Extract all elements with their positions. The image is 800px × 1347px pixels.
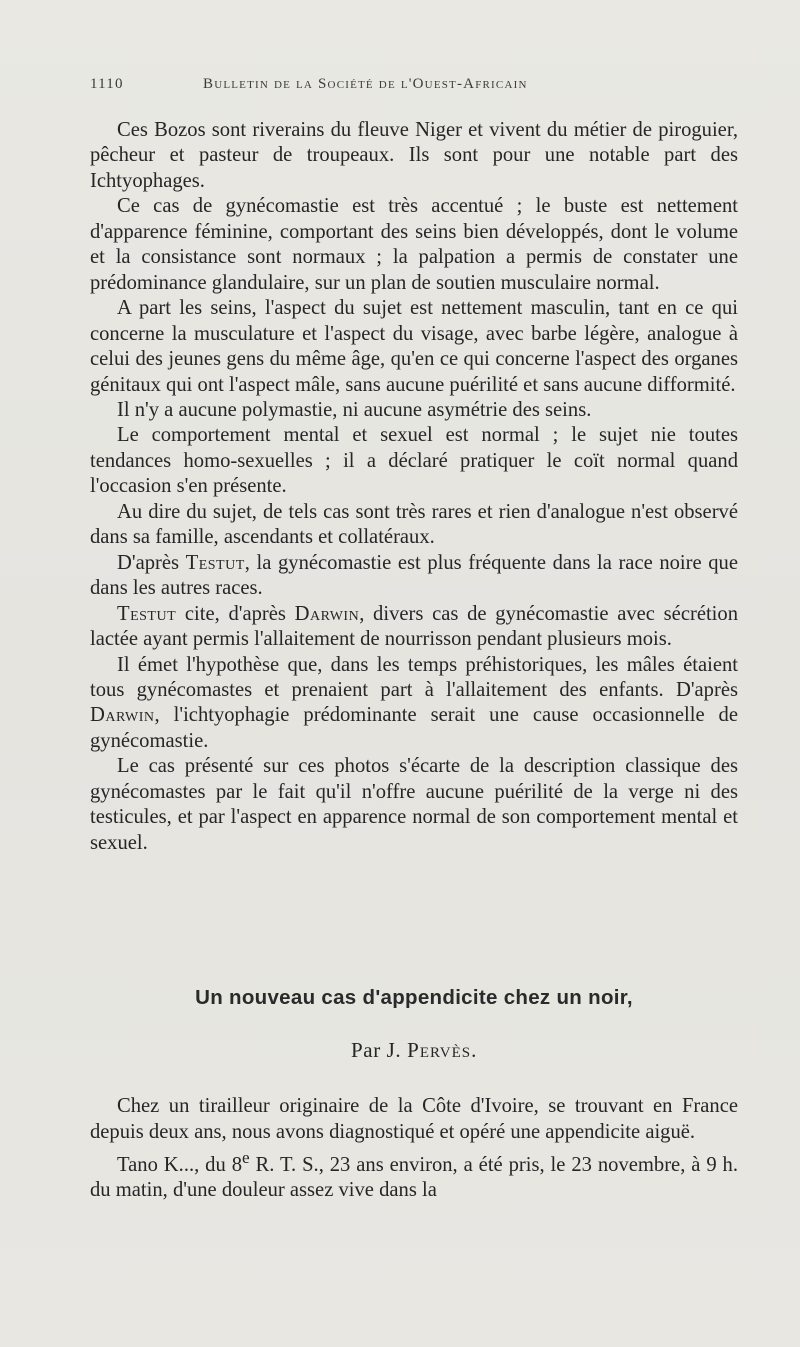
author-name: Testut [185, 551, 245, 574]
byline-prefix: Par J. [351, 1038, 408, 1062]
paragraph: Ces Bozos sont riverains du fleuve Niger et vivent du métier de piroguier, pêcheur et pasteur de troupeaux. Ils sont pour une notable part des Ichtyophages. [90, 119, 738, 192]
byline-suffix: . [471, 1038, 477, 1062]
paragraph: Au dire du sujet, de tels cas sont très rares et rien d'analogue n'est observé dans sa famille, ascendants et collatéraux. [90, 500, 738, 549]
article-title: Un nouveau cas d'appendicite chez un noir, [195, 986, 633, 1009]
article-continuation [90, 118, 738, 856]
paragraph: A part les seins, l'aspect du sujet est nettement masculin, tant en ce qui concerne la musculature et l'aspect du visage, avec barbe légère, analogue à celui des jeunes gens du même âge, qu'en ce qui concerne l'aspect des organes génitaux qui ont l'aspect mâle, sans aucune puérilité et sans aucune difformité. [90, 297, 738, 396]
paragraph-text: , divers cas de gynécomastie avec sécrétion lactée ayant permis l'allaitement de nourrisson pendant plusieurs mois. [90, 602, 738, 651]
paragraph: Il n'y a aucune polymastie, ni aucune asymétrie des seins. [117, 398, 592, 421]
journal-title: Bulletin de la Société de l'Ouest-Africain [203, 76, 528, 92]
author-name: Darwin [90, 704, 155, 727]
paragraph [90, 551, 738, 602]
paragraph [90, 602, 738, 653]
paragraph: Chez un tirailleur originaire de la Côte d'Ivoire, se trouvant en France depuis deux ans, nous avons diagnostiqué et opéré une appendicite aiguë. [90, 1095, 738, 1143]
ordinal-superscript: e [242, 1148, 250, 1167]
paragraph-text: , la gynécomastie est plus fréquente dans la race noire que dans les autres races. [90, 551, 738, 600]
paragraph: Ce cas de gynécomastie est très accentué ; le buste est nettement d'apparence féminine, comportant des seins bien développés, dont le volume et la consistance sont normaux ; la palpation a permis de constater une prédominance glandulaire, sur un plan de soutien musculaire normal. [90, 195, 738, 294]
author-name: Pervès [407, 1038, 472, 1062]
page-number: 1110 [90, 76, 124, 92]
paragraph [90, 653, 738, 755]
paragraph-text: Il émet l'hypothèse que, dans les temps préhistoriques, les mâles étaient tous gynécomastes et prenaient part à l'allaitement des enfants. D'après [90, 653, 738, 701]
paragraph: Le cas présenté sur ces photos s'écarte de la description classique des gynécomastes par le fait qu'il n'offre aucune puérilité de la verge ni des testicules, et par l'aspect en apparence normal de son comportement mental et sexuel. [90, 755, 738, 854]
paragraph [90, 1145, 738, 1204]
paragraph-text: cite, d'après [176, 602, 295, 625]
paragraph-text: D'après [117, 551, 186, 574]
paragraph: Le comportement mental et sexuel est normal ; le sujet nie toutes tendances homo-sexuelles ; il a déclaré pratiquer le coït normal quand l'occasion s'en présente. [90, 424, 738, 498]
paragraph-text: R. T. S., 23 ans environ, a été pris, le 23 novembre, à 9 h. du matin, d'une douleur assez vive dans la [90, 1153, 738, 1202]
byline [90, 1038, 738, 1063]
paragraph-text: Tano K..., du 8 [117, 1153, 242, 1176]
paragraph-text: , l'ichtyophagie prédominante serait une cause occasionnelle de gynécomastie. [90, 704, 738, 752]
author-name: Testut [117, 602, 177, 625]
author-name: Darwin [294, 602, 360, 625]
article-body [90, 1094, 738, 1204]
